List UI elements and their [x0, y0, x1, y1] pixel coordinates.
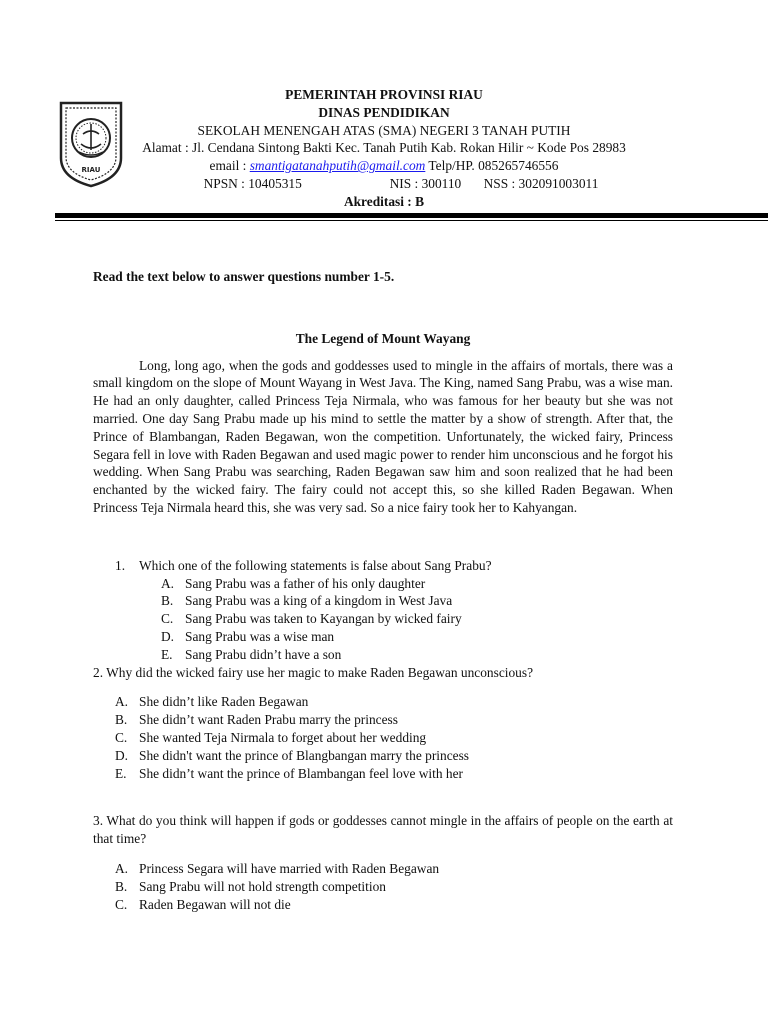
email-label: email :	[209, 158, 250, 174]
header-ids	[110, 175, 658, 193]
passage: Long, long ago, when the gods and goddesses used to mingle in the affairs of mortals, there was a small kingdom on the slope of Mount Wayang in West Java. The King, named Sang Prabu, was a wise man. He had an only daughter, called Princess Teja Nirmala, who was famous for her beauty but she was not married. One day Sang Prabu made up his mind to settle the matter by a show of strength. After that, the Prince of Blambangan, Raden Begawan, won the competition. Unfortunately, the wicked fairy, Princess Segara fell in love with Raden Begawan and used magic power to render him unconscious and he forgot his wedding. When Sang Prabu was searching, Raden Begawan saw him and soon realized that he had been enchanted by the wicked fairy. The fairy could not accept this, so she killed Raden Begawan. When Princess Teja Nirmala heard this, she was very sad. So a nice fairy took her to Kahyangan.	[93, 357, 673, 515]
option-text: Sang Prabu will not hold strength competition	[139, 878, 386, 894]
option-letter: C.	[161, 611, 174, 627]
question-number: 2.	[93, 664, 104, 680]
option-letter: B.	[115, 878, 128, 894]
nis: NIS : 300110	[389, 175, 462, 191]
header-address: Alamat : Jl. Cendana Sintong Bakti Kec. Tanah Putih Kab. Rokan Hilir ~ Kode Pos 28983	[142, 140, 626, 156]
nss: NSS : 302091003011	[483, 175, 599, 191]
question-2-options	[93, 693, 673, 782]
question-text: Why did the wicked fairy use her magic to make Raden Begawan unconscious?	[106, 664, 534, 680]
option	[115, 711, 673, 729]
option	[115, 896, 673, 914]
option-text: Sang Prabu was a wise man	[185, 628, 335, 644]
option-text: Raden Begawan will not die	[139, 896, 291, 912]
option	[161, 575, 673, 593]
question-number: 3.	[93, 813, 104, 829]
option-text: She didn't want the prince of Blangbangan marry the princess	[139, 747, 470, 763]
option-text: She didn’t want the prince of Blambangan feel love with her	[139, 765, 464, 781]
question-2	[93, 664, 673, 682]
option	[115, 747, 673, 765]
question-3	[93, 812, 673, 848]
option-text: She didn’t like Raden Begawan	[139, 694, 309, 710]
instruction: Read the text below to answer questions number 1-5.	[93, 269, 395, 284]
logo-text: RIAU	[81, 166, 101, 174]
option-letter: A.	[115, 860, 129, 876]
header-government: PEMERINTAH PROVINSI RIAU	[285, 87, 483, 102]
option-text: She didn’t want Raden Prabu marry the princess	[139, 712, 398, 728]
question-3-options	[93, 860, 673, 913]
option-letter: C.	[115, 729, 128, 745]
passage-title: The Legend of Mount Wayang	[295, 330, 471, 346]
option-text: Sang Prabu was taken to Kayangan by wicked fairy	[185, 611, 462, 627]
option-text: Sang Prabu was a king of a kingdom in West Java	[185, 593, 453, 609]
exam-content	[93, 268, 673, 913]
header-school-name: SEKOLAH MENENGAH ATAS (SMA) NEGERI 3 TANAH PUTIH	[197, 122, 571, 138]
option	[115, 878, 673, 896]
question-number: 1.	[115, 557, 126, 573]
option	[115, 765, 673, 783]
option-text: Sang Prabu was a father of his only daughter	[185, 575, 426, 591]
option-letter: B.	[115, 712, 128, 728]
option-letter: A.	[115, 694, 129, 710]
option	[115, 729, 673, 747]
phone-number: Telp/HP. 085265746556	[425, 158, 559, 174]
option	[161, 610, 673, 628]
option	[161, 646, 673, 664]
header-department: DINAS PENDIDIKAN	[318, 104, 450, 120]
header-accreditation: Akreditasi : B	[343, 193, 425, 209]
option-text: Sang Prabu didn’t have a son	[185, 646, 342, 662]
question-text: What do you think will happen if gods or goddesses cannot mingle in the affairs of people on the earth at that time?	[93, 813, 673, 847]
option-letter: C.	[115, 896, 128, 912]
option	[115, 860, 673, 878]
option-letter: E.	[115, 765, 127, 781]
option	[115, 693, 673, 711]
email-link[interactable]: smantigatanahputih@gmail.com	[249, 158, 426, 174]
question-1-options	[93, 575, 673, 664]
option-text: Princess Segara will have married with Raden Begawan	[139, 860, 440, 876]
question-1	[93, 557, 673, 575]
header-divider-thick	[55, 213, 768, 218]
option	[161, 628, 673, 646]
option-letter: D.	[161, 628, 175, 644]
option	[161, 592, 673, 610]
question-text: Which one of the following statements is false about Sang Prabu?	[139, 557, 492, 573]
npsn: NPSN : 10405315	[203, 175, 302, 191]
letterhead	[110, 86, 658, 211]
option-letter: A.	[161, 575, 175, 591]
option-letter: E.	[161, 646, 173, 662]
header-divider-thin	[55, 220, 768, 221]
option-letter: B.	[161, 593, 174, 609]
header-contact	[110, 157, 658, 175]
option-text: She wanted Teja Nirmala to forget about her wedding	[139, 729, 427, 745]
option-letter: D.	[115, 747, 129, 763]
